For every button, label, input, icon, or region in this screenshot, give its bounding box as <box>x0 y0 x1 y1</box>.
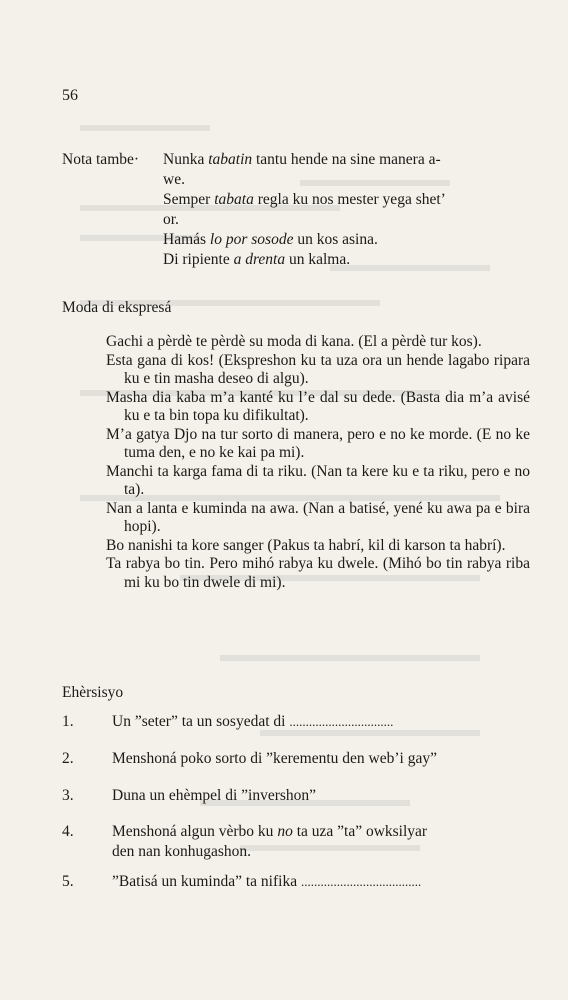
nota-tambe-lines <box>163 150 533 270</box>
exercise-number: 1. <box>62 713 74 730</box>
exercise-text: ”Batisá un kuminda” ta nifika ..................................... <box>112 873 422 890</box>
nota-line: or. <box>163 211 179 228</box>
exercise-text: Menshoná poko sorto di ”kerementu den web’i gay” <box>112 750 437 767</box>
exercise-number: 4. <box>62 823 74 840</box>
exercise-number: 2. <box>62 750 74 767</box>
list-item: Gachi a pèrdè te pèrdè su moda di kana. (El a pèrdè tur kos). <box>106 333 482 350</box>
list-item: Esta gana di kos! (Ekspreshon ku ta uza ora un hende lagabo ripara ku e tin masha deseo di algu). <box>106 351 530 387</box>
page-number: 56 <box>62 87 78 104</box>
exercise-number: 3. <box>62 787 74 804</box>
moda-heading: Moda di ekspresá <box>62 299 172 316</box>
nota-line: Di ripiente a drenta un kalma. <box>163 251 351 268</box>
exercise-text: Menshoná algun vèrbo ku no ta uza ”ta” owksilyar den nan konhugashon. <box>112 823 428 860</box>
list-item: Masha dia kaba m’a kanté ku l’e dal su dede. (Basta dia m’a avisé ku e ta bin topa ku difikultat). <box>106 388 530 424</box>
nota-line: Hamás lo por sosode un kos asina. <box>163 231 378 248</box>
moda-expression-list <box>106 333 530 592</box>
answer-blank: ................................ <box>289 714 394 729</box>
ehersisyo-heading: Ehèrsisyo <box>62 684 124 701</box>
nota-line: Semper tabata regla ku nos mester yega shet’ <box>163 191 446 208</box>
list-item: Bo nanishi ta kore sanger (Pakus ta habrí, kil di karson ta habrí). <box>106 536 506 554</box>
list-item: M’a gatya Djo na tur sorto di manera, pero e no ke morde. (E no ke tuma den, e no ke kai pa mi). <box>106 425 530 461</box>
nota-tambe-label: Nota tambe· <box>62 151 140 168</box>
nota-line: Nunka tabatin tantu hende na sine manera a- <box>163 151 441 168</box>
list-item: Ta rabya bo tin. Pero mihó rabya ku dwele. (Mihó bo tin rabya riba mi ku bo tin dwele di mi). <box>106 555 530 591</box>
exercise-text: Duna un ehèmpel di ”invershon” <box>112 787 317 804</box>
exercise-number: 5. <box>62 873 74 890</box>
nota-line: we. <box>163 171 185 188</box>
list-item: Manchi ta karga fama di ta riku. (Nan ta kere ku e ta riku, pero e no ta). <box>106 462 530 498</box>
list-item: Nan a lanta e kuminda na awa. (Nan a batisé, yené ku awa pa e bira hopi). <box>106 499 530 535</box>
exercise-text: Un ”seter” ta un sosyedat di ................................ <box>112 713 394 730</box>
answer-blank: ..................................... <box>300 874 422 889</box>
